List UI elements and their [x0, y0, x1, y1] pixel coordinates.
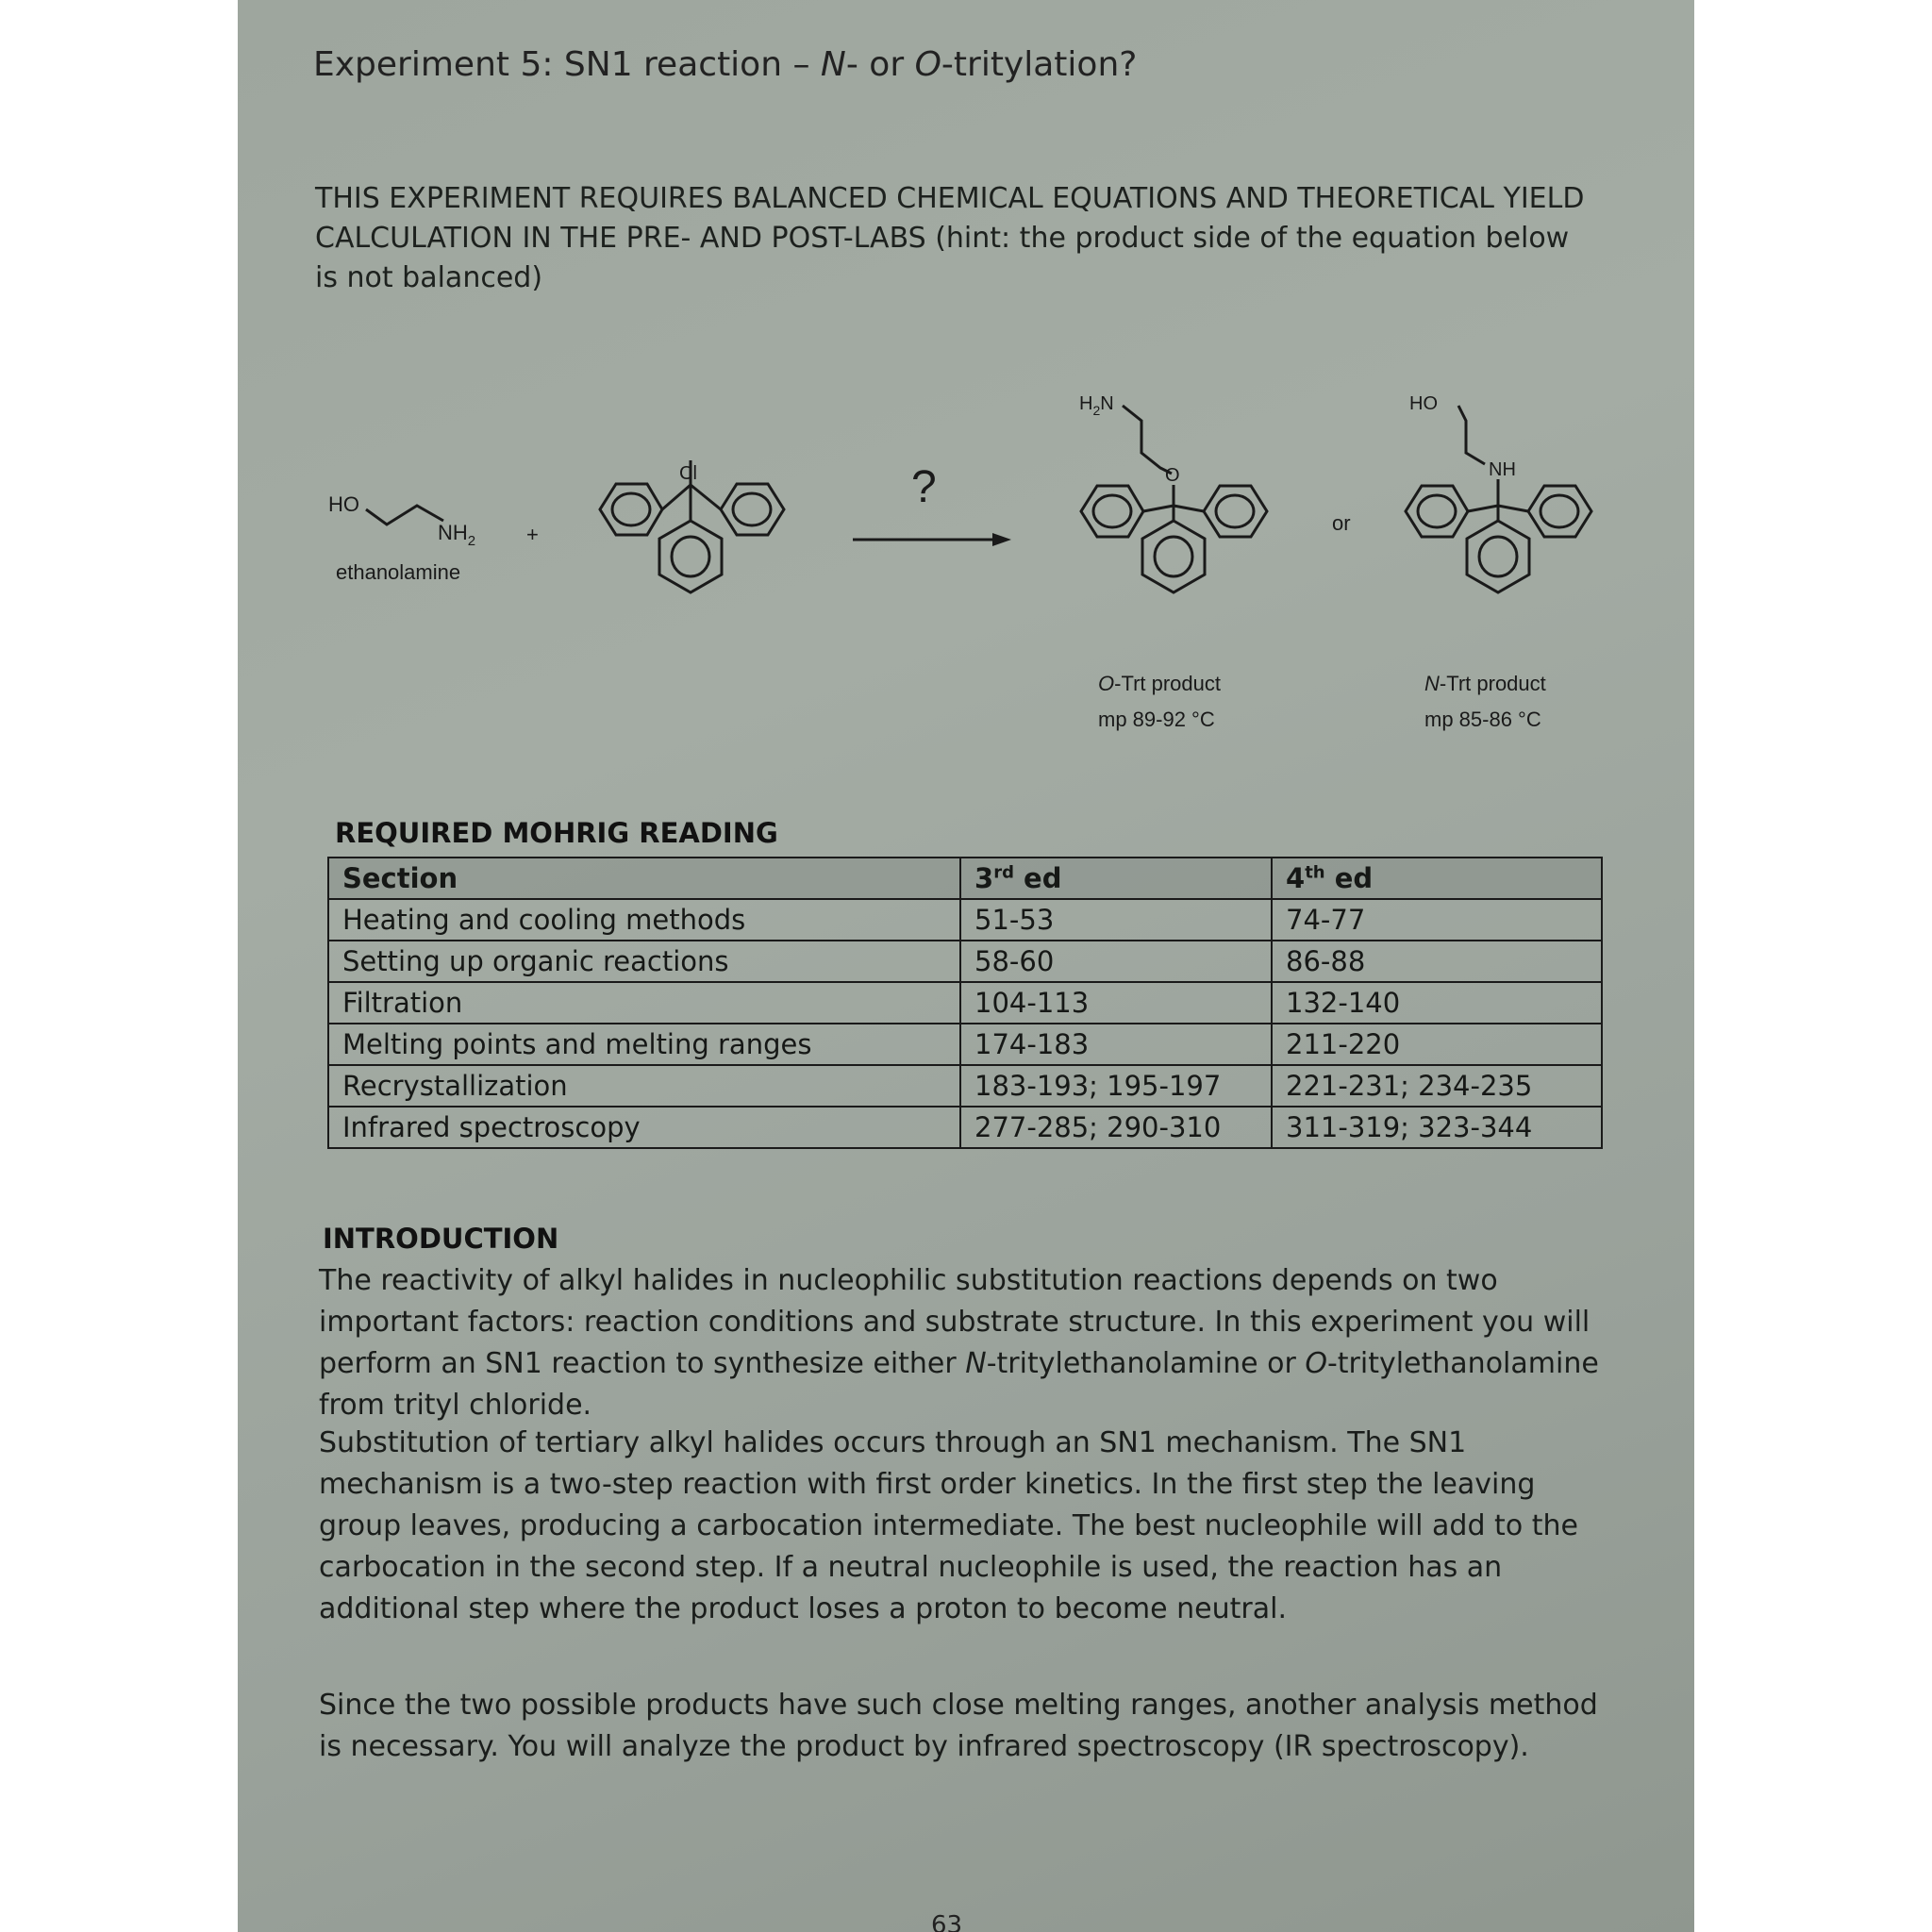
ethanolamine-ho: HO: [328, 492, 359, 516]
section-cell: Filtration: [328, 982, 960, 1024]
table-row: [328, 1107, 1602, 1148]
o-product-h2n: $H_2N$: [1079, 393, 1114, 418]
table-row: [328, 1065, 1602, 1107]
ethanolamine-nh: $NH_2$: [438, 521, 476, 549]
background-right: [1694, 0, 1932, 1932]
third-ed-cell: 183-193; 195-197: [960, 1065, 1272, 1107]
third-ed-cell: 58-60: [960, 941, 1272, 982]
third-ed-cell: 51-53: [960, 899, 1272, 941]
reaction-arrow: [853, 533, 1011, 546]
col-3rd-ed: 3rd ed: [960, 858, 1272, 899]
title-prefix: Experiment 5: SN1 reaction –: [313, 45, 821, 84]
section-cell: Heating and cooling methods: [328, 899, 960, 941]
reading-heading: REQUIRED MOHRIG READING: [335, 817, 778, 849]
title-n-italic: N: [820, 45, 846, 84]
background-left: [0, 0, 238, 1932]
third-ed-cell: 277-285; 290-310: [960, 1107, 1272, 1148]
o-trt-structure: [1081, 406, 1267, 592]
n-product-label: N-Trt product: [1424, 672, 1546, 695]
reading-table-header: [328, 858, 1602, 899]
fourth-ed-cell: 74-77: [1272, 899, 1602, 941]
third-ed-cell: 104-113: [960, 982, 1272, 1024]
page-title: [313, 45, 1137, 84]
section-cell: Melting points and melting ranges: [328, 1024, 960, 1065]
o-product-label: O-Trt product: [1098, 672, 1222, 695]
col-section: Section: [328, 858, 960, 899]
reading-table: [327, 857, 1603, 1149]
table-row: [328, 982, 1602, 1024]
table-row: [328, 1024, 1602, 1065]
page-number: 63: [931, 1911, 963, 1932]
plus-sign: +: [526, 523, 539, 546]
intro-paragraph-3: Since the two possible products have such close melting ranges, another analysis method is necessary. You will analyze the product by infrared spectroscopy (IR spectroscopy).: [319, 1689, 1598, 1763]
or-text: or: [1332, 511, 1351, 535]
requirements-notice: THIS EXPERIMENT REQUIRES BALANCED CHEMICAL EQUATIONS AND THEORETICAL YIELD CALCULATION IN THE PRE- AND POST-LABS (hint: the product side of the equation below is not balanced): [315, 182, 1585, 294]
table-row: [328, 941, 1602, 982]
n-product-nh: NH: [1489, 459, 1516, 480]
n-trt-structure: [1406, 406, 1591, 592]
reaction-scheme: [238, 368, 1694, 764]
o-product-o-atom: O: [1165, 465, 1180, 486]
section-cell: Recrystallization: [328, 1065, 960, 1107]
n-product-mp: mp 85-86 °C: [1424, 708, 1541, 731]
section-cell: Setting up organic reactions: [328, 941, 960, 982]
fourth-ed-cell: 221-231; 234-235: [1272, 1065, 1602, 1107]
introduction-heading: INTRODUCTION: [323, 1223, 559, 1255]
title-middle: - or: [845, 45, 915, 84]
title-suffix: -tritylation?: [941, 45, 1138, 84]
intro-paragraph-1: The reactivity of alkyl halides in nucleophilic substitution reactions depends on two important factors: reaction conditions and substrate structure. In this experiment you will perform an SN1 reaction to synthesize either N-tritylethanolamine or O-tritylethanolamine from trityl chloride.: [319, 1264, 1599, 1422]
intro-paragraph-2: Substitution of tertiary alkyl halides occurs through an SN1 mechanism. The SN1 mechanism is a two-step reaction with first order kinetics. In the first step the leaving group leaves, producing a carbocation intermediate. The best nucleophile will add to the carbocation in the second step. If a neutral nucleophile is used, the reaction has an additional step where the product loses a proton to become neutral.: [319, 1426, 1578, 1625]
table-row: [328, 899, 1602, 941]
third-ed-cell: 174-183: [960, 1024, 1272, 1065]
fourth-ed-cell: 311-319; 323-344: [1272, 1107, 1602, 1148]
document-page: [238, 0, 1694, 1932]
question-mark: ?: [911, 462, 937, 512]
ethanolamine-structure: [366, 506, 443, 525]
cl-atom: Cl: [679, 463, 697, 484]
col-4th-ed: 4th ed: [1272, 858, 1602, 899]
ethanolamine-label: ethanolamine: [336, 560, 461, 584]
n-product-ho: HO: [1409, 393, 1438, 414]
fourth-ed-cell: 132-140: [1272, 982, 1602, 1024]
section-cell: Infrared spectroscopy: [328, 1107, 960, 1148]
fourth-ed-cell: 211-220: [1272, 1024, 1602, 1065]
title-o-italic: O: [914, 45, 941, 84]
o-product-mp: mp 89-92 °C: [1098, 708, 1215, 731]
fourth-ed-cell: 86-88: [1272, 941, 1602, 982]
